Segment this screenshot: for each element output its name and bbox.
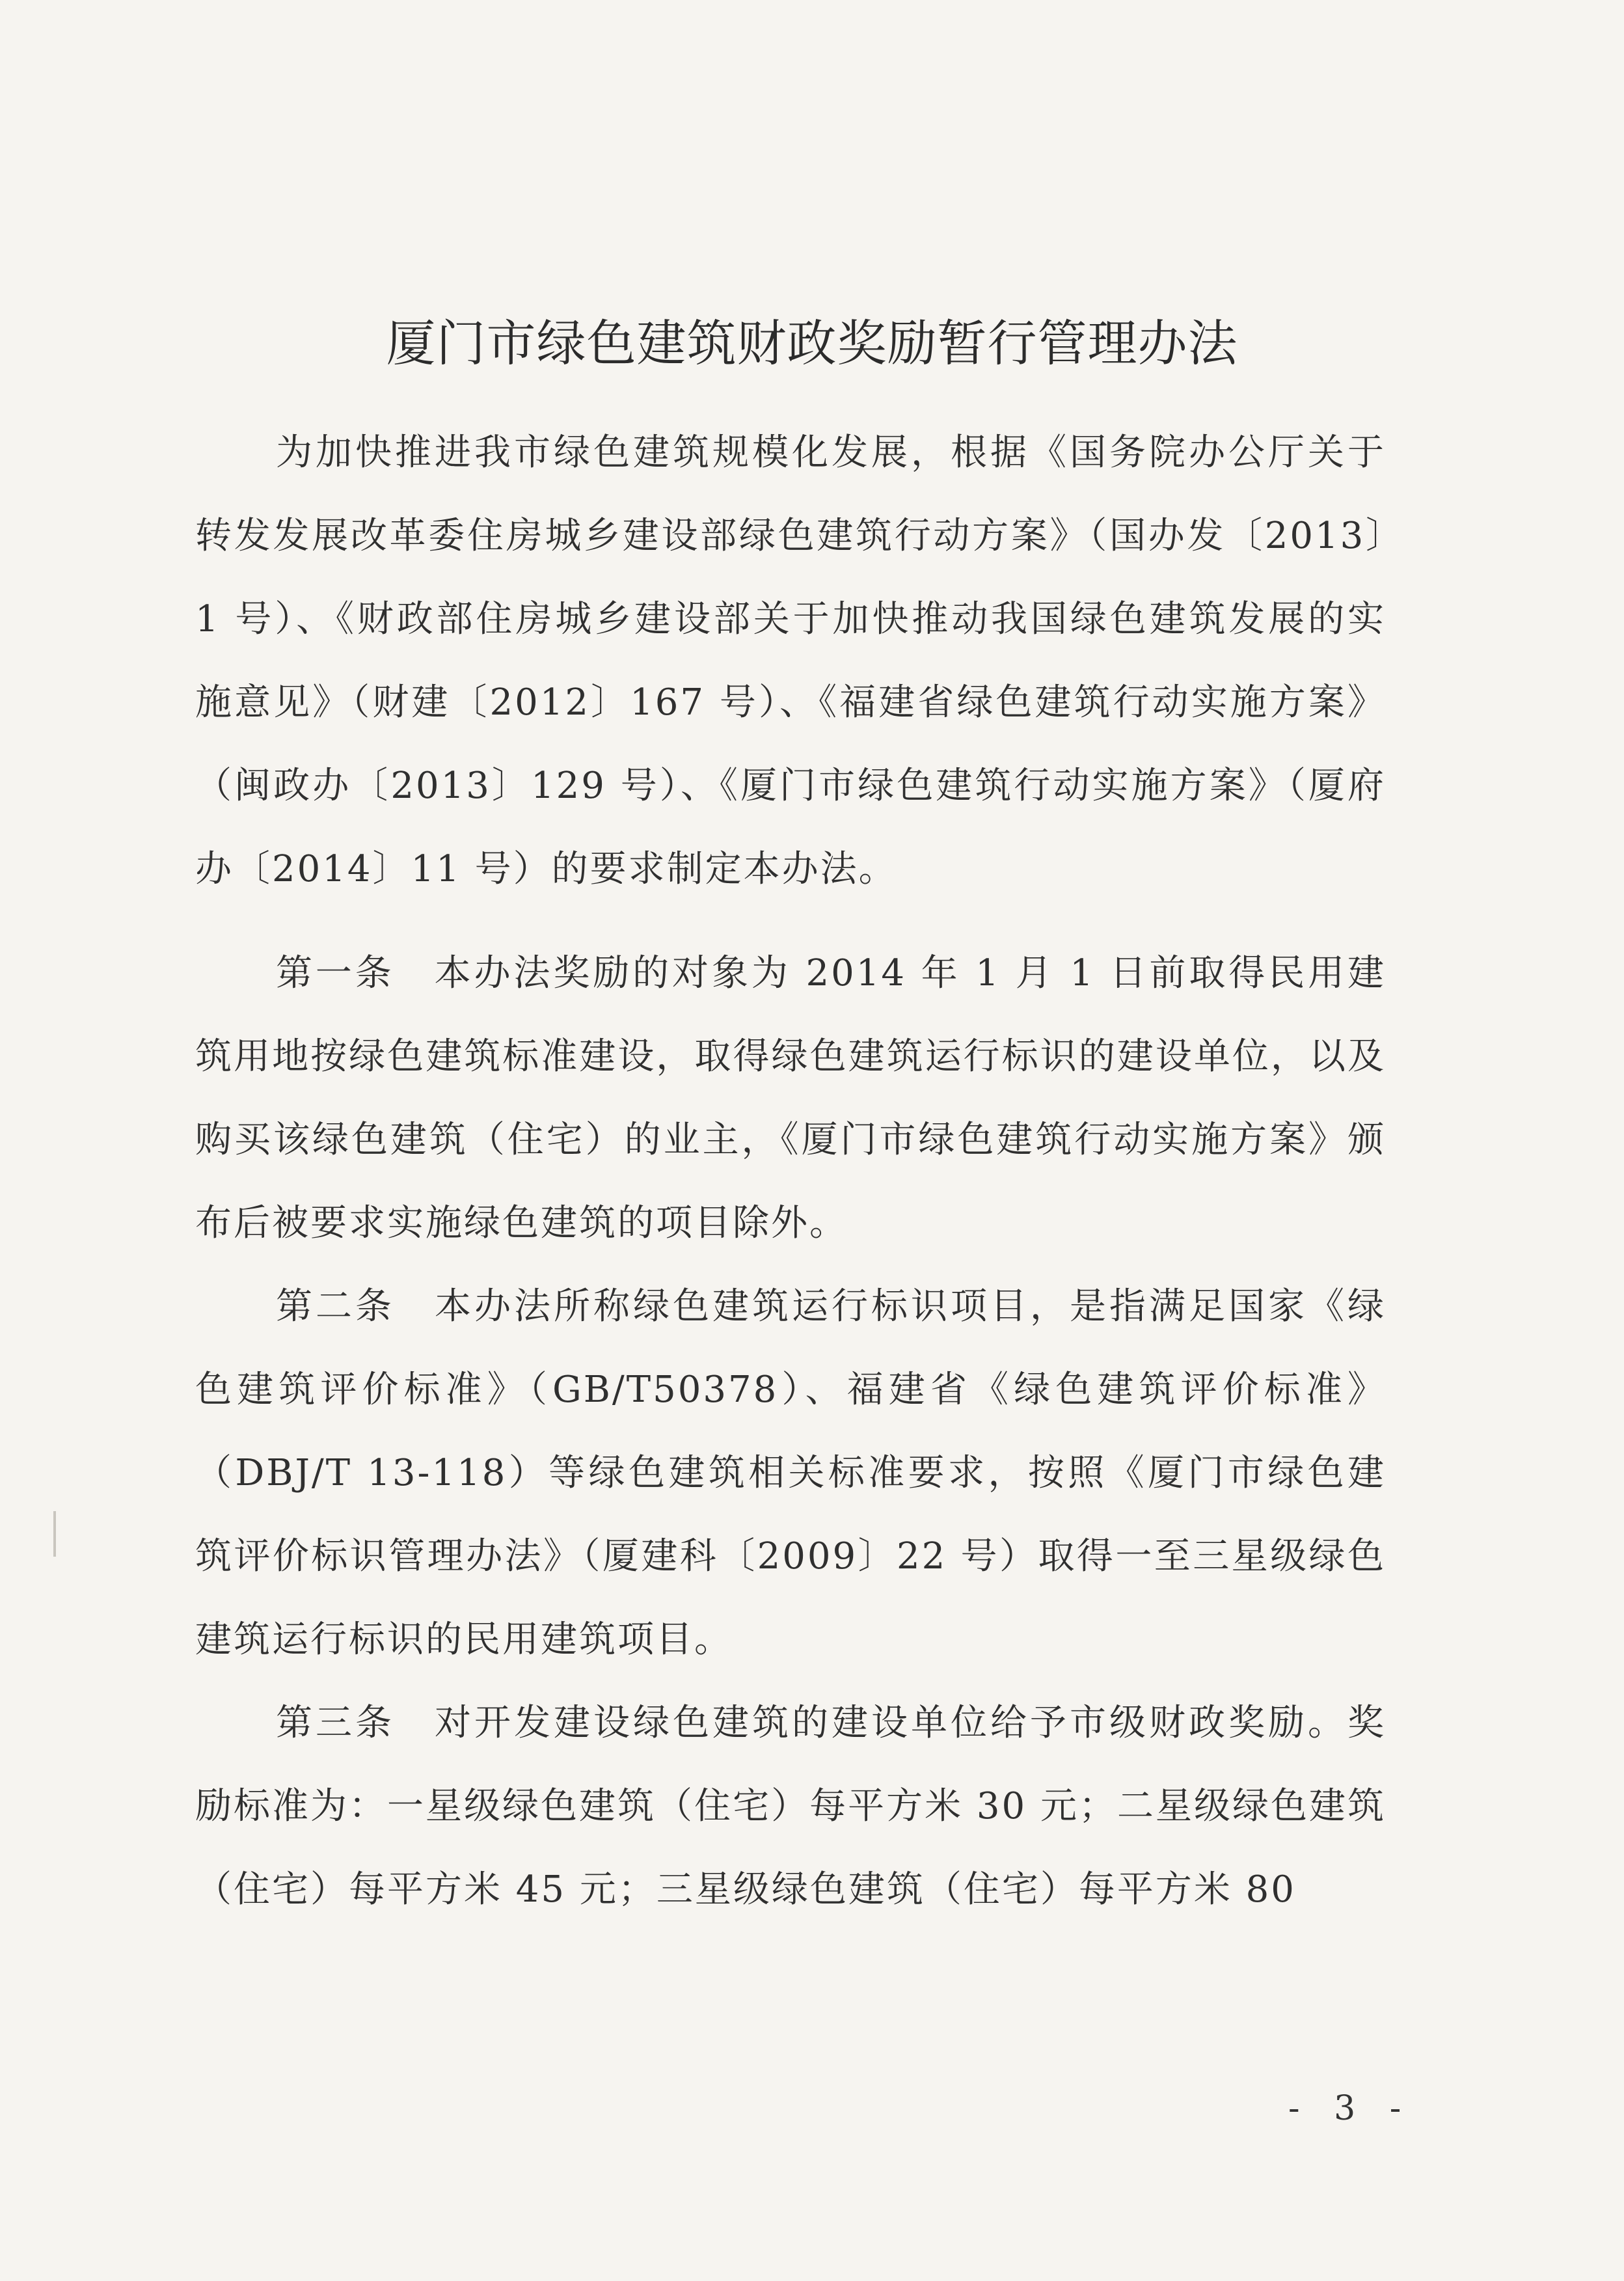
document-title: 厦门市绿色建筑财政奖励暂行管理办法 bbox=[386, 314, 1238, 372]
article-3-paragraph: 第三条 对开发建设绿色建筑的建设单位给予市级财政奖励。奖励标准为：一星级绿色建筑（住宅）每平方米 30 元；二星级绿色建筑（住宅）每平方米 45 元；三星级绿色建筑（住宅）每平方米 80 bbox=[195, 1702, 1387, 1911]
intro-paragraph: 为加快推进我市绿色建筑规模化发展，根据《国务院办公厅关于转发发展改革委住房城乡建设部绿色建筑行动方案》（国办发〔2013〕1 号）、《财政部住房城乡建设部关于加快推动我国绿色建筑发展的实施意见》（财建〔2012〕167 号）、《福建省绿色建筑行动实施方案》（闽政办〔2013〕129 号）、《厦门市绿色建筑行动实施方案》（厦府办〔2014〕11 号）的要求制定本办法。 bbox=[195, 431, 1386, 890]
article-1-paragraph: 第一条 本办法奖励的对象为 2014 年 1 月 1 日前取得民用建筑用地按绿色建筑标准建设，取得绿色建筑运行标识的建设单位，以及购买该绿色建筑（住宅）的业主，《厦门市绿色建筑行动实施方案》颁布后被要求实施绿色建筑的项目除外。 bbox=[195, 952, 1387, 1244]
document-body bbox=[195, 411, 1386, 1932]
scan-margin-mark bbox=[53, 1511, 56, 1557]
page-number: - 3 - bbox=[1288, 2089, 1413, 2128]
paragraph-gap bbox=[195, 911, 1386, 932]
article-2-paragraph: 第二条 本办法所称绿色建筑运行标识项目，是指满足国家《绿色建筑评价标准》（GB/T50378）、福建省《绿色建筑评价标准》（DBJ/T 13-118）等绿色建筑相关标准要求，按照《厦门市绿色建筑评价标识管理办法》（厦建科〔2009〕22 号）取得一至三星级绿色建筑运行标识的民用建筑项目。 bbox=[195, 1285, 1386, 1661]
